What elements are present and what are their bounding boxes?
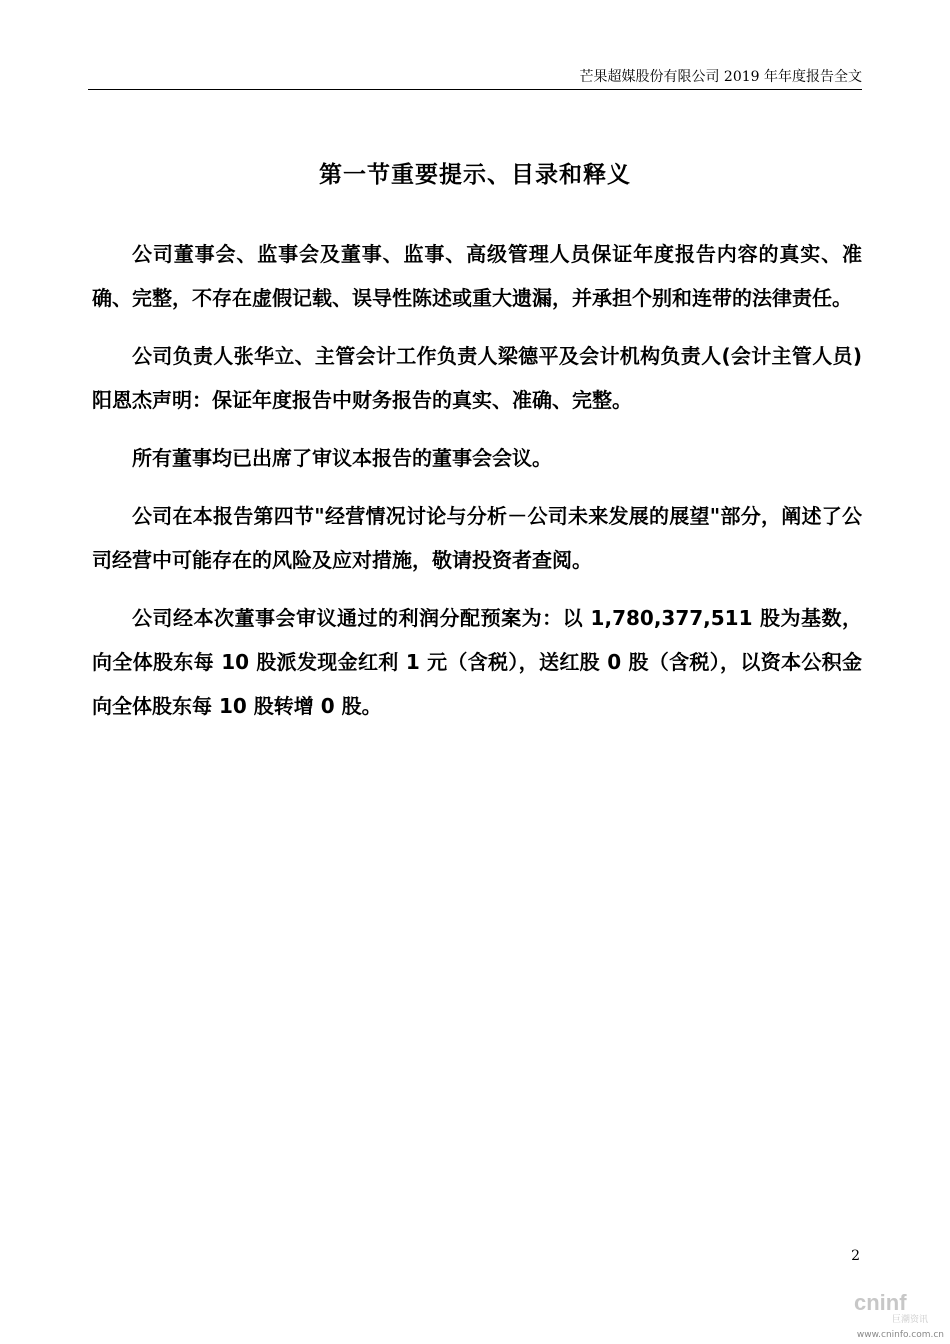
paragraph-responsible-persons: 公司负责人张华立、主管会计工作负责人梁德平及会计机构负责人(会计主管人员)阳恩杰声明：保证年度报告中财务报告的真实、准确、完整。 [92, 344, 862, 412]
watermark-logo-text: cninf [854, 1290, 907, 1315]
header-divider [88, 89, 862, 90]
paragraph-directors-attendance: 所有董事均已出席了审议本报告的董事会会议。 [132, 446, 552, 470]
cninf-logo-watermark [852, 1282, 944, 1334]
page-number: 2 [851, 1248, 860, 1264]
body-content [92, 232, 862, 742]
paragraph-risk-notice: 公司在本报告第四节"经营情况讨论与分析－公司未来发展的展望"部分，阐述了公司经营中可能存在的风险及应对措施，敬请投资者查阅。 [92, 504, 862, 572]
watermark-sub-text: 巨潮资讯 [892, 1315, 929, 1325]
running-header: 芒果超媒股份有限公司 2019 年年度报告全文 [579, 69, 862, 85]
paragraph-profit-distribution: 公司经本次董事会审议通过的利润分配预案为：以 1,780,377,511 股为基数，向全体股东每 10 股派发现金红利 1 元（含税），送红股 0 股（含税），以资本公积金向全体股东每 10 股转增 0 股。 [92, 606, 862, 718]
paragraph-board-guarantee: 公司董事会、监事会及董事、监事、高级管理人员保证年度报告内容的真实、准确、完整，不存在虚假记载、误导性陈述或重大遗漏，并承担个别和连带的法律责任。 [92, 242, 862, 310]
section-title: 第一节重要提示、目录和释义 [319, 162, 631, 188]
watermark-url: www.cninfo.com.cn [856, 1330, 944, 1340]
